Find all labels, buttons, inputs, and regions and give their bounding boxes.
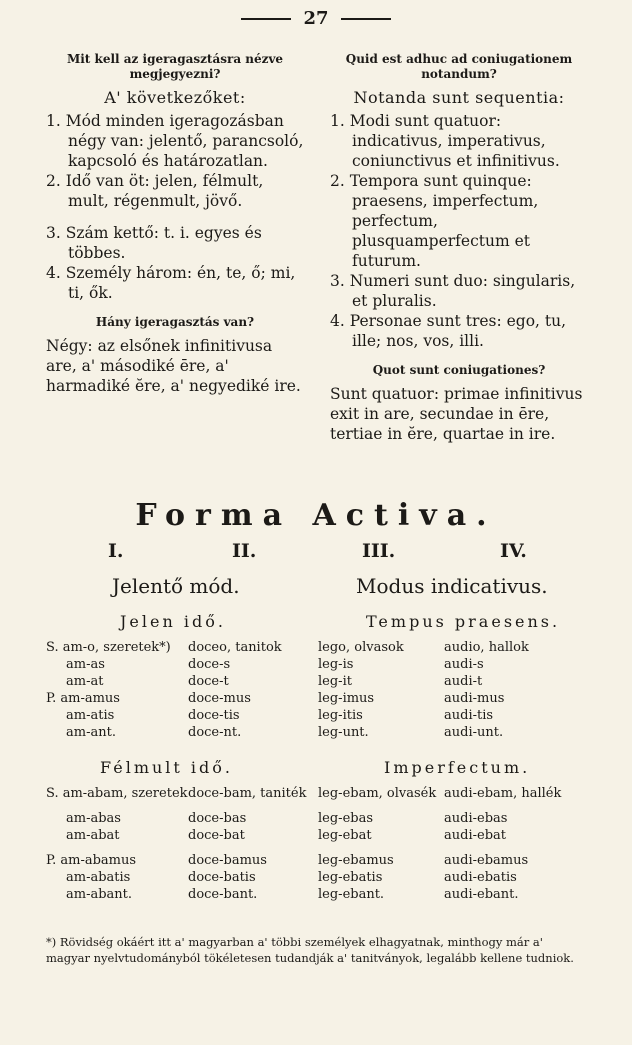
table-row: [46, 674, 606, 691]
present-cell: audi-s: [444, 657, 484, 672]
hu-item-1: 1. Mód minden igeragozásban négy van: jelentő, parancsoló, kapcsoló és határozatlan.: [46, 112, 304, 170]
numeral-2: II.: [232, 540, 257, 562]
present-cell: lego, olvasok: [318, 640, 404, 655]
la-item-1: 1. Modi sunt quatuor: indicativus, imperativus, coniunctivus et infinitivus.: [330, 112, 560, 170]
la-item-2: 2. Tempora sunt quinque: praesens, imperfectum, perfectum, plusquamperfectum et futurum.: [330, 172, 539, 270]
imperfect-cell: doce-bam, taniték: [188, 786, 307, 801]
footnote: *) Rövidség okáért itt a' magyarban a' többi személyek elhagyatnak, minthogy már a' magyar nyelvtudományból tökéletesen tudandják a' tanitványok, legalább kellene tudniok.: [46, 935, 574, 965]
present-cell: audi-mus: [444, 691, 505, 706]
header-rule-right: [341, 18, 391, 20]
page-header: [0, 8, 632, 29]
present-cell: am-atis: [66, 708, 115, 723]
imperfect-cell: doce-bamus: [188, 853, 267, 868]
table-row: [46, 786, 606, 803]
table-row: [46, 640, 606, 657]
table-row: [46, 870, 606, 887]
present-cell: doceo, tanitok: [188, 640, 282, 655]
la-question-2: Quot sunt coniugationes?: [372, 363, 546, 377]
tense-present-hu: Jelen idő.: [120, 612, 226, 631]
hu-subtitle: A' következőket:: [104, 88, 246, 107]
imperfect-cell: am-abat: [66, 828, 120, 843]
table-row: [46, 853, 606, 870]
table-row: [46, 657, 606, 674]
imperfect-cell: am-abas: [66, 811, 121, 826]
table-row: [46, 691, 606, 708]
imperfect-cell: P. am-abamus: [46, 853, 137, 868]
imperfect-cell: audi-ebat: [444, 828, 506, 843]
hu-answer-2: Négy: az elsőnek infinitivusa are, a' másodiké ēre, a' harmadiké ĕre, a' negyediké ire.: [46, 337, 301, 395]
present-cell: leg-unt.: [318, 725, 369, 740]
mood-hu: Jelentő mód.: [112, 574, 240, 598]
present-cell: leg-itis: [318, 708, 363, 723]
present-cell: S. am-o, szeretek*): [46, 640, 171, 655]
section-title: Forma Activa.: [135, 498, 497, 533]
la-item-3: 3. Numeri sunt duo: singularis, et pluralis.: [330, 272, 576, 310]
imperfect-cell: leg-ebamus: [318, 853, 394, 868]
mood-la: Modus indicativus.: [356, 574, 548, 598]
present-cell: P. am-amus: [46, 691, 120, 706]
la-answer-2: Sunt quatuor: primae infinitivus exit in are, secundae in ēre, tertiae in ĕre, quartae in ire.: [330, 385, 583, 443]
la-question: Quid est adhuc ad coniugationem notandum?: [345, 52, 573, 81]
table-row: [46, 828, 606, 845]
imperfect-cell: S. am-abam, szeretek: [46, 786, 188, 801]
present-cell: doce-nt.: [188, 725, 242, 740]
imperfect-cell: audi-ebam, hallék: [444, 786, 562, 801]
numeral-3: III.: [362, 540, 396, 562]
page-number: 27: [303, 8, 329, 29]
present-cell: doce-t: [188, 674, 229, 689]
imperfect-cell: doce-bas: [188, 811, 247, 826]
imperfect-cell: am-abatis: [66, 870, 131, 885]
present-cell: doce-tis: [188, 708, 240, 723]
imperfect-cell: audi-ebamus: [444, 853, 529, 868]
present-cell: audi-tis: [444, 708, 494, 723]
imperfect-cell: doce-bat: [188, 828, 245, 843]
present-cell: am-at: [66, 674, 104, 689]
hu-question-2: Hány igeragasztás van?: [95, 315, 255, 329]
latin-intro-column: [330, 52, 588, 444]
present-cell: am-ant.: [66, 725, 116, 740]
table-row: [46, 811, 606, 828]
imperfect-cell: leg-ebas: [318, 811, 374, 826]
present-cell: doce-mus: [188, 691, 251, 706]
numeral-4: IV.: [500, 540, 527, 562]
la-subtitle: Notanda sunt sequentia:: [353, 88, 565, 107]
tense-present-la: Tempus praesens.: [366, 612, 561, 631]
present-cell: leg-it: [318, 674, 352, 689]
imperfect-cell: leg-ebatis: [318, 870, 383, 885]
header-rule-left: [241, 18, 291, 20]
imperfect-cell: leg-ebat: [318, 828, 372, 843]
hu-question: Mit kell az igeragasztásra nézve megjegyezni?: [66, 52, 284, 81]
imperfect-cell: doce-bant.: [188, 887, 258, 902]
table-row: [46, 725, 606, 742]
la-item-4: 4. Personae sunt tres: ego, tu, ille; nos, vos, illi.: [330, 312, 567, 350]
hu-item-4: 4. Személy három: én, te, ő; mi, ti, ők.: [46, 264, 296, 302]
imperfect-cell: audi-ebant.: [444, 887, 519, 902]
present-cell: audi-unt.: [444, 725, 504, 740]
imperfect-cell: doce-batis: [188, 870, 256, 885]
table-row: [46, 887, 606, 904]
present-cell: am-as: [66, 657, 105, 672]
present-table: [46, 640, 606, 742]
imperfect-cell: leg-ebam, olvasék: [318, 786, 437, 801]
imperfect-cell: leg-ebant.: [318, 887, 385, 902]
present-cell: audi-t: [444, 674, 483, 689]
tense-imperfect-hu: Félmult idő.: [100, 758, 233, 777]
present-cell: leg-is: [318, 657, 354, 672]
imperfect-cell: audi-ebatis: [444, 870, 517, 885]
present-cell: audio, hallok: [444, 640, 529, 655]
present-cell: leg-imus: [318, 691, 375, 706]
hu-item-2: 2. Idő van öt: jelen, félmult, mult, régenmult, jövő.: [46, 172, 264, 210]
imperfect-cell: audi-ebas: [444, 811, 508, 826]
numeral-1: I.: [108, 540, 124, 562]
present-cell: doce-s: [188, 657, 231, 672]
tense-imperfect-la: Imperfectum.: [384, 758, 531, 777]
hu-item-3: 3. Szám kettő: t. i. egyes és többes.: [46, 224, 262, 262]
imperfect-cell: am-abant.: [66, 887, 133, 902]
hungarian-intro-column: [46, 52, 304, 396]
conjugation-numerals: [0, 540, 632, 564]
table-row: [46, 708, 606, 725]
imperfect-table: [46, 786, 606, 904]
